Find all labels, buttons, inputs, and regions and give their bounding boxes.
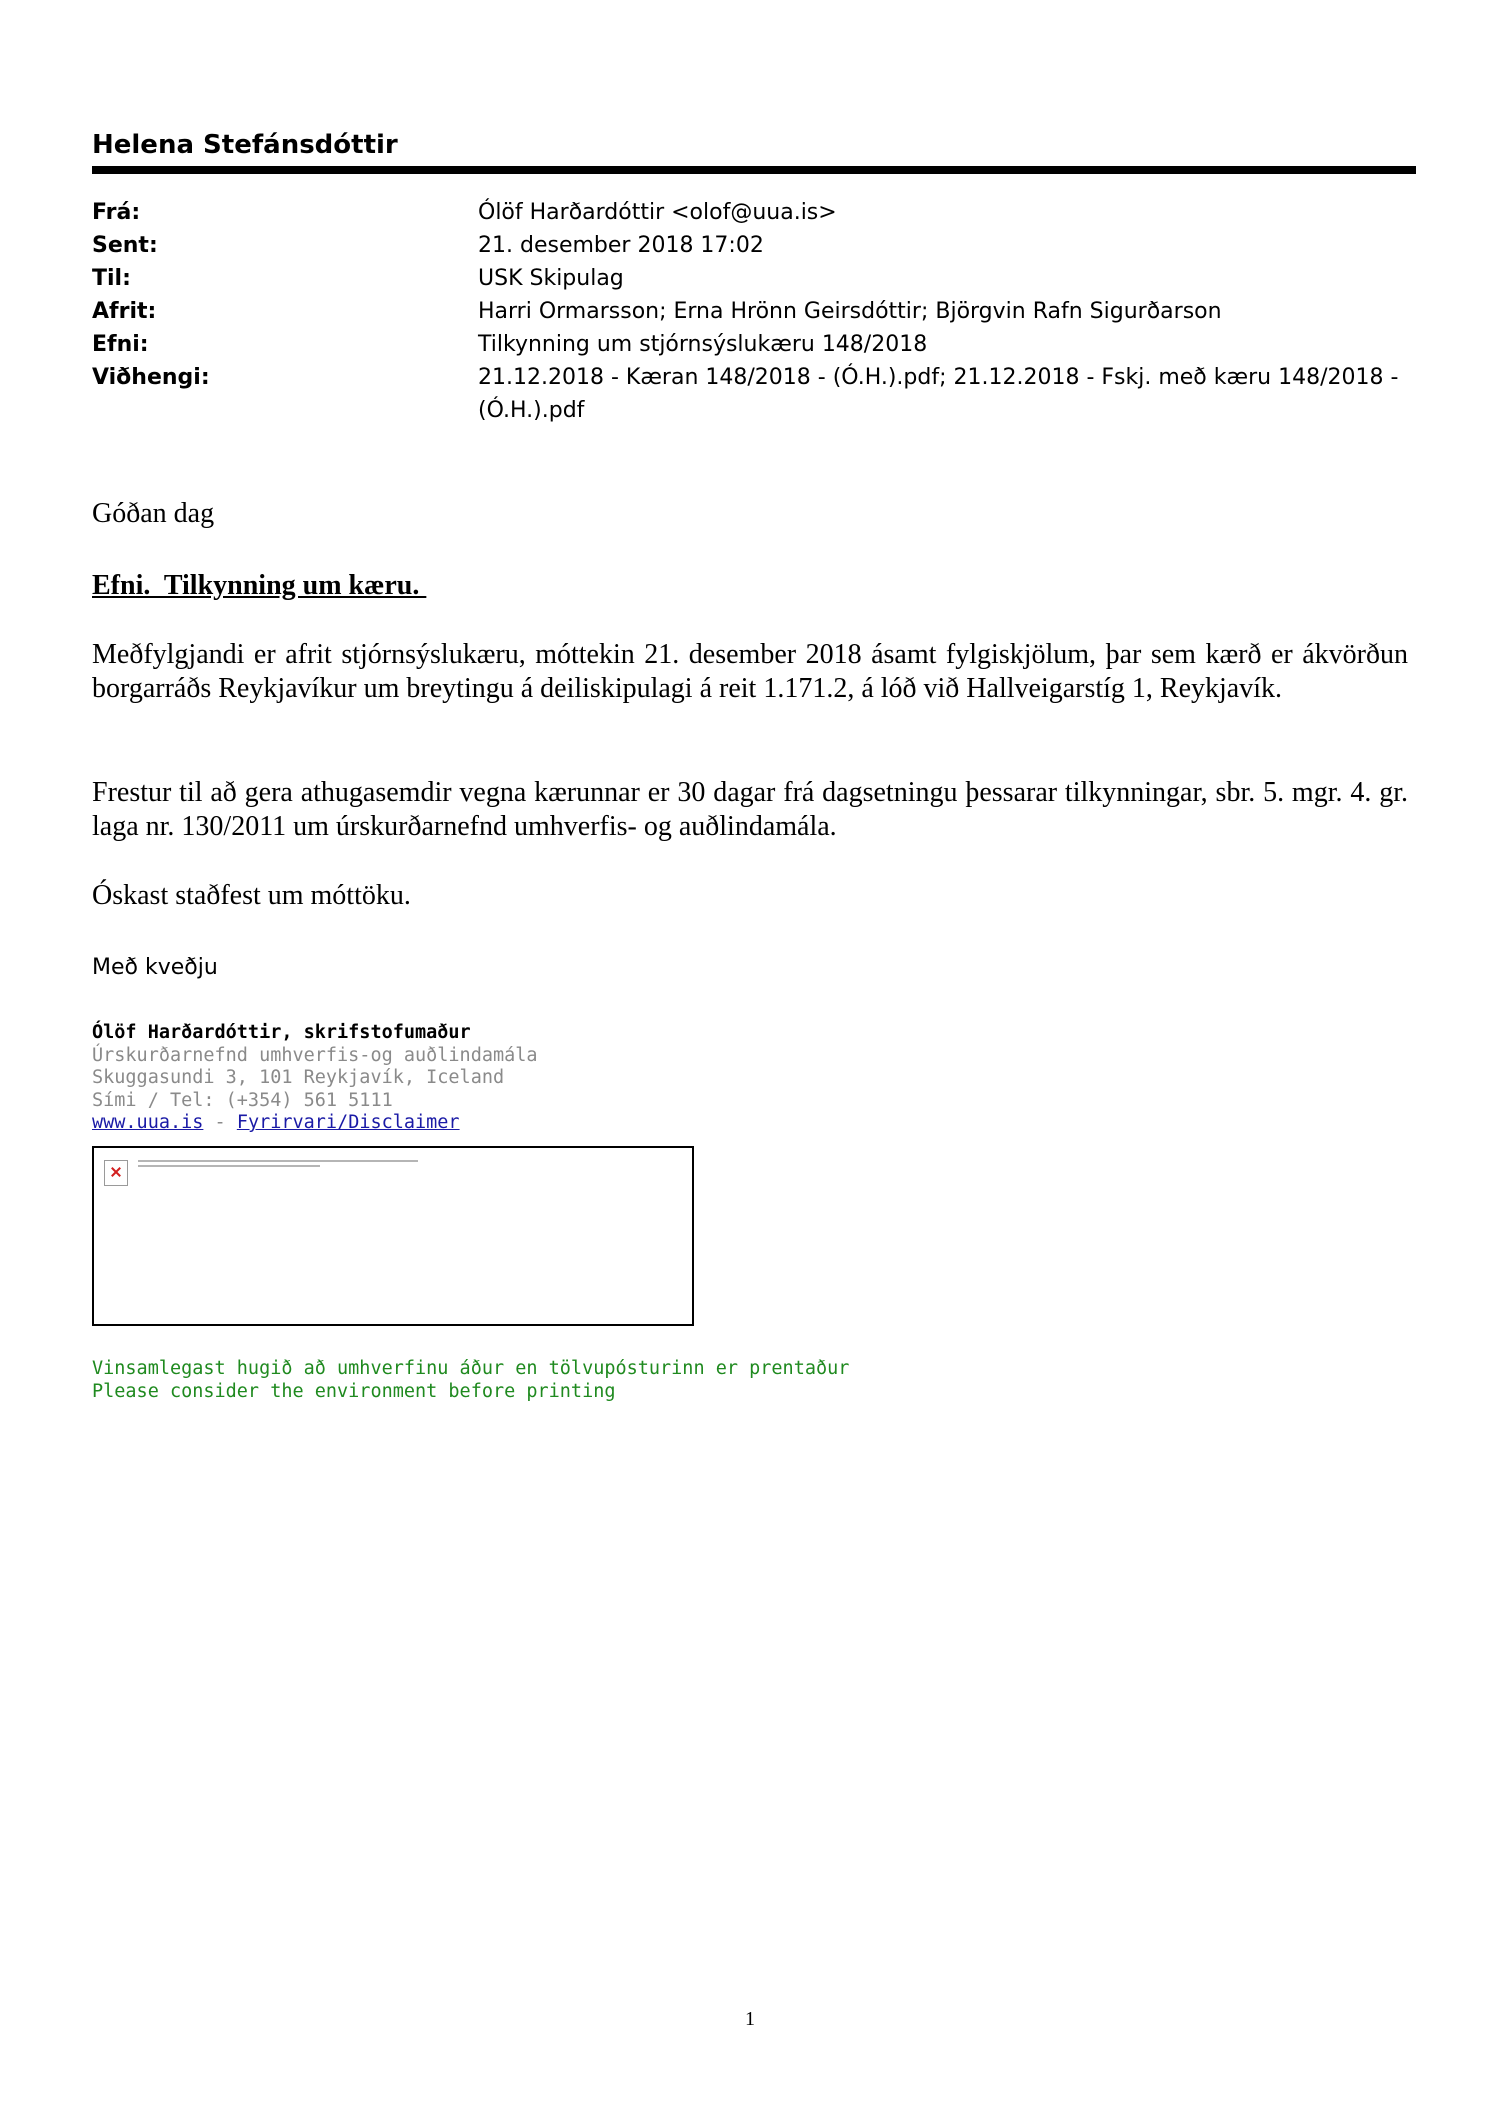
header-divider: [92, 166, 1416, 174]
embedded-image-frame: [92, 1146, 694, 1326]
header-label: Afrit:: [92, 299, 157, 324]
disclaimer-link[interactable]: Fyrirvari/Disclaimer: [236, 1112, 460, 1133]
image-placeholder-text: [138, 1160, 418, 1170]
header-label: Sent:: [92, 233, 158, 258]
header-value: Tilkynning um stjórnsýslukæru 148/2018: [478, 332, 928, 357]
header-label: Viðhengi:: [92, 365, 210, 390]
signature-block: [92, 1022, 538, 1135]
signature-address: Skuggasundi 3, 101 Reykjavík, Iceland: [92, 1067, 505, 1088]
body-paragraph: Frestur til að gera athugasemdir vegna kærunnar er 30 dagar frá dagsetningu þessarar tilkynningar, sbr. 5. mgr. 4. gr. laga nr. 130/2011 um úrskurðarnefnd umhverfis- og auðlindamála.: [92, 777, 1408, 842]
closing: Með kveðju: [92, 955, 218, 980]
broken-image-icon: [104, 1160, 128, 1186]
greeting: Góðan dag: [92, 498, 215, 529]
header-value: Harri Ormarsson; Erna Hrönn Geirsdóttir; Björgvin Rafn Sigurðarson: [478, 299, 1222, 324]
mailbox-owner-name: Helena Stefánsdóttir: [92, 130, 398, 160]
body-paragraph: Óskast staðfest um móttöku.: [92, 880, 411, 911]
header-label: Efni:: [92, 332, 149, 357]
header-value: Ólöf Harðardóttir <olof@uua.is>: [478, 200, 837, 225]
subject-line: Efni. Tilkynning um kæru.: [92, 570, 427, 601]
header-label: Til:: [92, 266, 131, 291]
environment-note: [92, 1357, 849, 1403]
link-separator: -: [203, 1112, 237, 1133]
signature-links: [92, 1112, 538, 1135]
signature-name: Ólöf Harðardóttir, skrifstofumaður: [92, 1022, 471, 1043]
header-value: 21. desember 2018 17:02: [478, 233, 764, 258]
website-link[interactable]: www.uua.is: [92, 1112, 204, 1133]
header-value: 21.12.2018 - Kæran 148/2018 - (Ó.H.).pdf; 21.12.2018 - Fskj. með kæru 148/2018 - (Ó.H.).pdf: [478, 365, 1399, 423]
header-label: Frá:: [92, 200, 141, 225]
environment-note-en: Please consider the environment before printing: [92, 1381, 616, 1402]
header-value: USK Skipulag: [478, 266, 624, 291]
signature-org: Úrskurðarnefnd umhverfis-og auðlindamála: [92, 1044, 538, 1066]
environment-note-is: Vinsamlegast hugið að umhverfinu áður en tölvupósturinn er prentaður: [92, 1358, 850, 1379]
body-paragraph: Meðfylgjandi er afrit stjórnsýslukæru, móttekin 21. desember 2018 ásamt fylgiskjölum, þar sem kærð er ákvörðun borgarráðs Reykjavíkur um breytingu á deiliskipulagi á reit 1.171.2, á lóð við Hallveigarstíg 1, Reykjavík.: [92, 639, 1408, 704]
page-number: 1: [745, 2008, 755, 2030]
signature-phone: Sími / Tel: (+354) 561 5111: [92, 1089, 393, 1111]
